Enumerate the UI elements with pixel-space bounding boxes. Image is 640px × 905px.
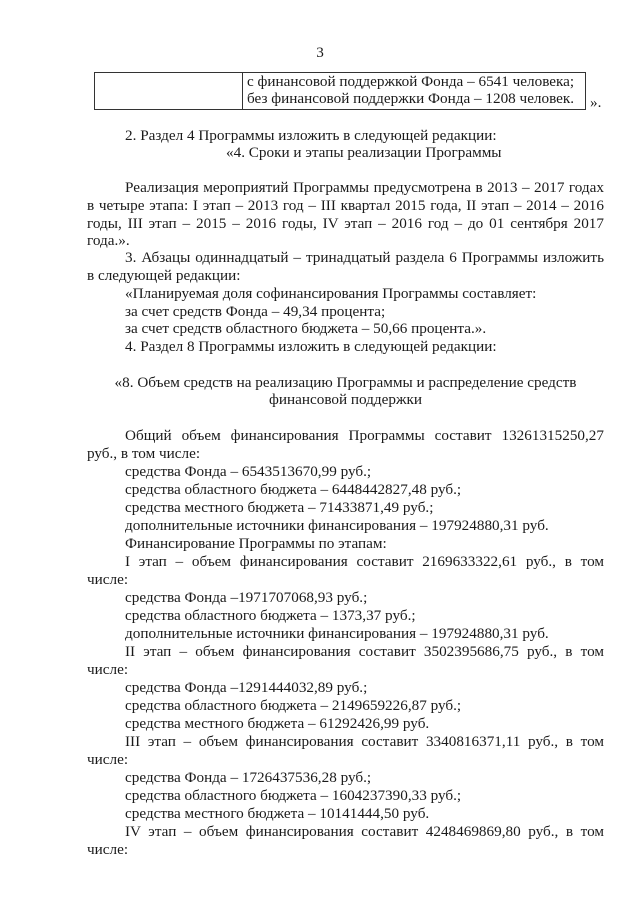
list-item: средства Фонда –1291444032,89 руб.;	[125, 679, 368, 696]
table-row-without-support: без финансовой поддержки Фонда – 1208 человек.	[247, 90, 575, 108]
table-empty-cell	[95, 73, 243, 110]
stage-4-line: IV этап – объем финансирования составит 4248469869,80 руб., в том	[125, 823, 604, 840]
body-line: годы, III этап – 2015 – 2016 годы, IV этап – 2016 год – до 01 сентября 2017	[87, 215, 604, 232]
body-line: числе:	[87, 841, 129, 858]
table-text-cell	[243, 73, 586, 110]
list-item: средства Фонда –1971707068,93 руб.;	[125, 589, 368, 606]
table-row-with-support: с финансовой поддержкой Фонда – 6541 человека;	[247, 73, 575, 90]
list-item: средства местного бюджета – 61292426,99 руб.	[125, 715, 430, 732]
body-line: руб., в том числе:	[87, 445, 201, 462]
list-item: средства областного бюджета – 1373,37 руб.;	[125, 607, 416, 624]
list-item: средства местного бюджета – 10141444,50 руб.	[125, 805, 430, 822]
list-item: средства Фонда – 1726437536,28 руб.;	[125, 769, 372, 786]
list-item: средства местного бюджета – 71433871,49 руб.;	[125, 499, 434, 516]
body-line: за счет средств областного бюджета – 50,66 процента.».	[125, 320, 487, 337]
participants-table	[94, 72, 586, 110]
page-number: 3	[316, 44, 324, 61]
body-line: года.».	[87, 232, 130, 249]
list-item: средства Фонда – 6543513670,99 руб.;	[125, 463, 372, 480]
stage-3-line: III этап – объем финансирования составит 3340816371,11 руб., в том	[125, 733, 604, 750]
body-line: за счет средств Фонда – 49,34 процента;	[125, 303, 386, 320]
list-item: средства областного бюджета – 6448442827,48 руб.;	[125, 481, 462, 498]
section-4-title: «4. Сроки и этапы реализации Программы	[226, 144, 502, 161]
section-8-title: «8. Объем средств на реализацию Программы и распределение средств	[114, 374, 577, 391]
body-line: «Планируемая доля софинансирования Программы составляет:	[125, 285, 537, 302]
body-line: в четыре этапа: I этап – 2013 год – III квартал 2015 года, II этап – 2014 – 2016	[87, 197, 604, 214]
list-item: средства областного бюджета – 2149659226,87 руб.;	[125, 697, 462, 714]
item-4-heading: 4. Раздел 8 Программы изложить в следующей редакции:	[125, 338, 497, 355]
body-line: Реализация мероприятий Программы предусмотрена в 2013 – 2017 годах	[125, 179, 604, 196]
body-line: в следующей редакции:	[87, 267, 241, 284]
body-line: числе:	[87, 571, 129, 588]
list-item: дополнительные источники финансирования – 197924880,31 руб.	[125, 625, 549, 642]
item-2-heading: 2. Раздел 4 Программы изложить в следующей редакции:	[125, 127, 497, 144]
body-line: Финансирование Программы по этапам:	[125, 535, 387, 552]
list-item: дополнительные источники финансирования – 197924880,31 руб.	[125, 517, 549, 534]
section-8-title: финансовой поддержки	[269, 391, 422, 408]
stage-2-line: II этап – объем финансирования составит 3502395686,75 руб., в том	[125, 643, 604, 660]
item-3-heading: 3. Абзацы одиннадцатый – тринадцатый раздела 6 Программы изложить	[125, 249, 604, 266]
body-line: числе:	[87, 751, 129, 768]
stage-1-line: I этап – объем финансирования составит 2169633322,61 руб., в том	[125, 553, 604, 570]
table-closing-quote: ».	[590, 94, 602, 111]
list-item: средства областного бюджета – 1604237390,33 руб.;	[125, 787, 462, 804]
body-line: числе:	[87, 661, 129, 678]
body-line: Общий объем финансирования Программы составит 13261315250,27	[125, 427, 604, 444]
